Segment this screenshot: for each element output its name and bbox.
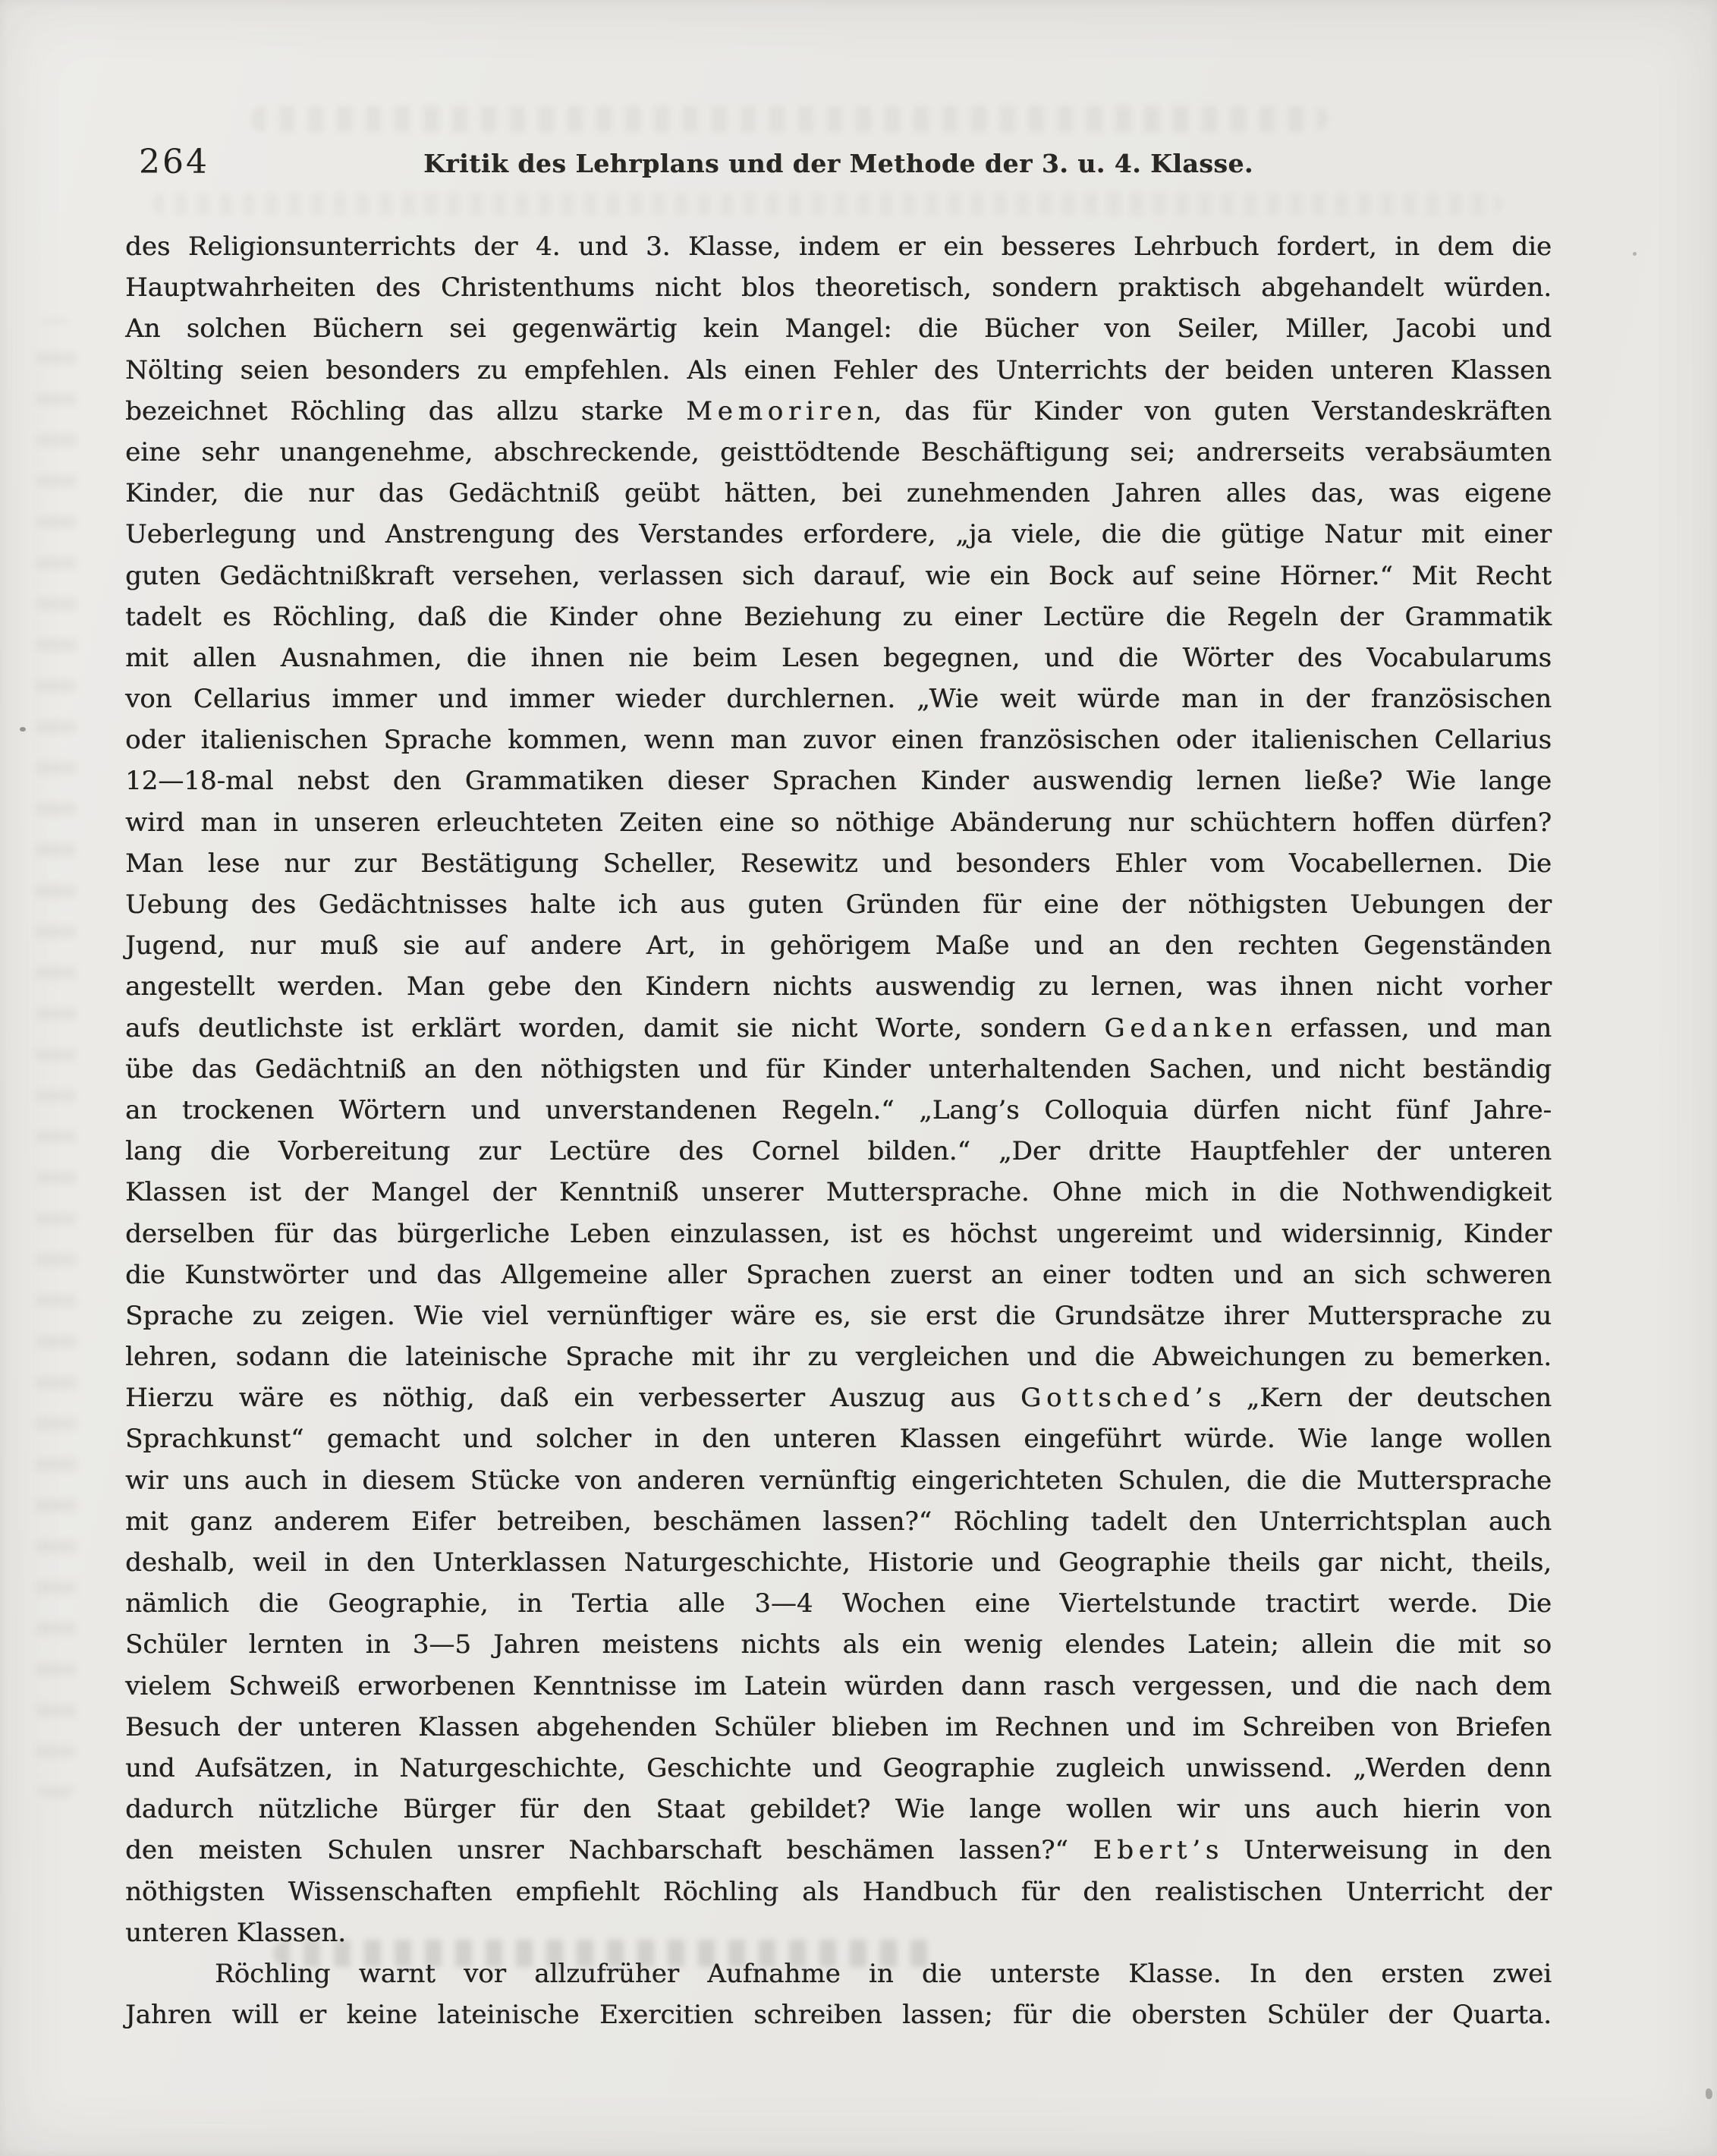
text-line: an trockenen Wörtern und unverstandenen Regeln.“ „Lang’s Colloquia dürfen nicht fünf Jahre- bbox=[125, 1094, 1552, 1125]
text-line: den meisten Schulen unsrer Nachbarschaft beschämen lassen?“ E b e r t ’ s Unterweisung in den bbox=[125, 1835, 1552, 1866]
text-line: Sprachkunst“ gemacht und solcher in den unteren Klassen eingeführt würde. Wie lange wollen bbox=[125, 1424, 1552, 1455]
text-line: Hierzu wäre es nöthig, daß ein verbesserter Auszug aus G o t t s ch e d ’ s „Kern der deutschen bbox=[125, 1383, 1552, 1414]
text-line: Jugend, nur muß sie auf andere Art, in gehörigem Maße und an den rechten Gegenständen bbox=[125, 930, 1552, 962]
text-line: mit ganz anderem Eifer betreiben, beschämen lassen?“ Röchling tadelt den Unterrichtsplan auch bbox=[125, 1506, 1552, 1537]
page-number: 264 bbox=[139, 143, 209, 181]
text-line: Kinder, die nur das Gedächtniß geübt hätten, bei zunehmenden Jahren alles das, was eigene bbox=[125, 478, 1552, 509]
text-line: Klassen ist der Mangel der Kenntniß unserer Muttersprache. Ohne mich in die Nothwendigkeit bbox=[125, 1177, 1552, 1208]
text-line: lang die Vorbereitung zur Lectüre des Cornel bilden.“ „Der dritte Hauptfehler der unteren bbox=[125, 1136, 1552, 1167]
text-line: An solchen Büchern sei gegenwärtig kein Mangel: die Bücher von Seiler, Miller, Jacobi und bbox=[125, 313, 1552, 345]
text-line: oder italienischen Sprache kommen, wenn man zuvor einen französischen oder italienischen Cellarius bbox=[125, 725, 1552, 756]
text-line: Besuch der unteren Klassen abgehenden Schüler blieben im Rechnen und im Schreiben von Briefen bbox=[125, 1711, 1552, 1742]
text-line: Schüler lernten in 3—5 Jahren meistens nichts als ein wenig elendes Latein; allein die mit so bbox=[125, 1629, 1552, 1660]
text-line: Hauptwahrheiten des Christenthums nicht blos theoretisch, sondern praktisch abgehandelt würden. bbox=[125, 272, 1552, 304]
text-line: Uebung des Gedächtnisses halte ich aus guten Gründen für eine der nöthigsten Uebungen der bbox=[125, 889, 1552, 920]
text-line: 12—18-mal nebst den Grammatiken dieser Sprachen Kinder auswendig lernen ließe? Wie lange bbox=[125, 766, 1552, 797]
text-line: vielem Schweiß erworbenen Kenntnisse im Latein würden dann rasch vergessen, und die nach dem bbox=[125, 1670, 1552, 1701]
text-line: und Aufsätzen, in Naturgeschichte, Geschichte und Geographie zugleich unwissend. „Werden denn bbox=[125, 1752, 1552, 1783]
text-line: wird man in unseren erleuchteten Zeiten eine so nöthige Abänderung nur schüchtern hoffen dürfen? bbox=[125, 807, 1552, 838]
text-line: deshalb, weil in den Unterklassen Naturgeschichte, Historie und Geographie theils gar nicht, theils, bbox=[125, 1547, 1552, 1578]
text-line: unteren Klassen. bbox=[125, 1917, 346, 1948]
text-line: Nölting seien besonders zu empfehlen. Als einen Fehler des Unterrichts der beiden unteren Klassen bbox=[125, 354, 1552, 386]
text-line: von Cellarius immer und immer wieder durchlernen. „Wie weit würde man in der französischen bbox=[125, 684, 1552, 715]
text-line: Man lese nur zur Bestätigung Scheller, Resewitz und besonders Ehler vom Vocabellernen. Die bbox=[125, 848, 1552, 879]
page-header bbox=[125, 141, 1552, 187]
text-line: guten Gedächtnißkraft versehen, verlassen sich darauf, wie ein Bock auf seine Hörner.“ Mit Recht bbox=[125, 560, 1552, 591]
text-line: nöthigsten Wissenschaften empfiehlt Röchling als Handbuch für den realistischen Unterricht der bbox=[125, 1876, 1552, 1907]
text-line: derselben für das bürgerliche Leben einzulassen, ist es höchst ungereimt und widersinnig, Kinder bbox=[125, 1218, 1552, 1249]
text-line: nämlich die Geographie, in Tertia alle 3—4 Wochen eine Viertelstunde tractirt werde. Die bbox=[125, 1588, 1552, 1619]
text-line: Sprache zu zeigen. Wie viel vernünftiger wäre es, sie erst die Grundsätze ihrer Muttersprache zu bbox=[125, 1300, 1552, 1331]
body-text bbox=[125, 226, 1552, 2035]
show-through-artifact bbox=[152, 193, 1502, 216]
text-line: eine sehr unangenehme, abschreckende, geisttödtende Beschäftigung sei; andrerseits verabsäumten bbox=[125, 436, 1552, 467]
text-line: die Kunstwörter und das Allgemeine aller Sprachen zuerst an einer todten und an sich schweren bbox=[125, 1259, 1552, 1290]
text-line: des Religionsunterrichts der 4. und 3. Klasse, indem er ein besseres Lehrbuch fordert, in dem die bbox=[125, 231, 1552, 262]
running-title: Kritik des Lehrplans und der Methode der 3. u. 4. Klasse. bbox=[423, 149, 1253, 178]
text-line: Jahren will er keine lateinische Exercitien schreiben lassen; für die obersten Schüler der Quarta. bbox=[125, 2000, 1552, 2031]
text-line: lehren, sodann die lateinische Sprache mit ihr zu vergleichen und die Abweichungen zu bemerken. bbox=[125, 1342, 1552, 1373]
text-line: tadelt es Röchling, daß die Kinder ohne Beziehung zu einer Lectüre die Regeln der Grammatik bbox=[125, 601, 1552, 632]
text-line: Ueberlegung und Anstrengung des Verstandes erfordere, „ja viele, die die gütige Natur mit einer bbox=[125, 519, 1552, 550]
text-line: bezeichnet Röchling das allzu starke M e m o r i r e n, das für Kinder von guten Verstandeskräften bbox=[125, 395, 1552, 426]
show-through-artifact bbox=[250, 106, 1328, 132]
text-line: aufs deutlichste ist erklärt worden, damit sie nicht Worte, sondern G e d a n k e n erfassen, und man bbox=[125, 1012, 1552, 1043]
text-line: dadurch nützliche Bürger für den Staat gebildet? Wie lange wollen wir uns auch hierin von bbox=[125, 1794, 1552, 1825]
show-through-artifact bbox=[36, 319, 76, 1799]
text-line: übe das Gedächtniß an den nöthigsten und für Kinder unterhaltenden Sachen, und nicht beständig bbox=[125, 1053, 1552, 1084]
text-line: angestellt werden. Man gebe den Kindern nichts auswendig zu lernen, was ihnen nicht vorher bbox=[125, 971, 1552, 1002]
ink-speck bbox=[1706, 2088, 1712, 2099]
text-line: mit allen Ausnahmen, die ihnen nie beim Lesen begegnen, und die Wörter des Vocabularums bbox=[125, 642, 1552, 673]
ink-speck bbox=[20, 727, 26, 732]
text-line: Röchling warnt vor allzufrüher Aufnahme in die unterste Klasse. In den ersten zwei bbox=[215, 1958, 1552, 1989]
ink-speck bbox=[1633, 252, 1637, 256]
text-line: wir uns auch in diesem Stücke von anderen vernünftig eingerichteten Schulen, die die Muttersprache bbox=[125, 1465, 1552, 1496]
